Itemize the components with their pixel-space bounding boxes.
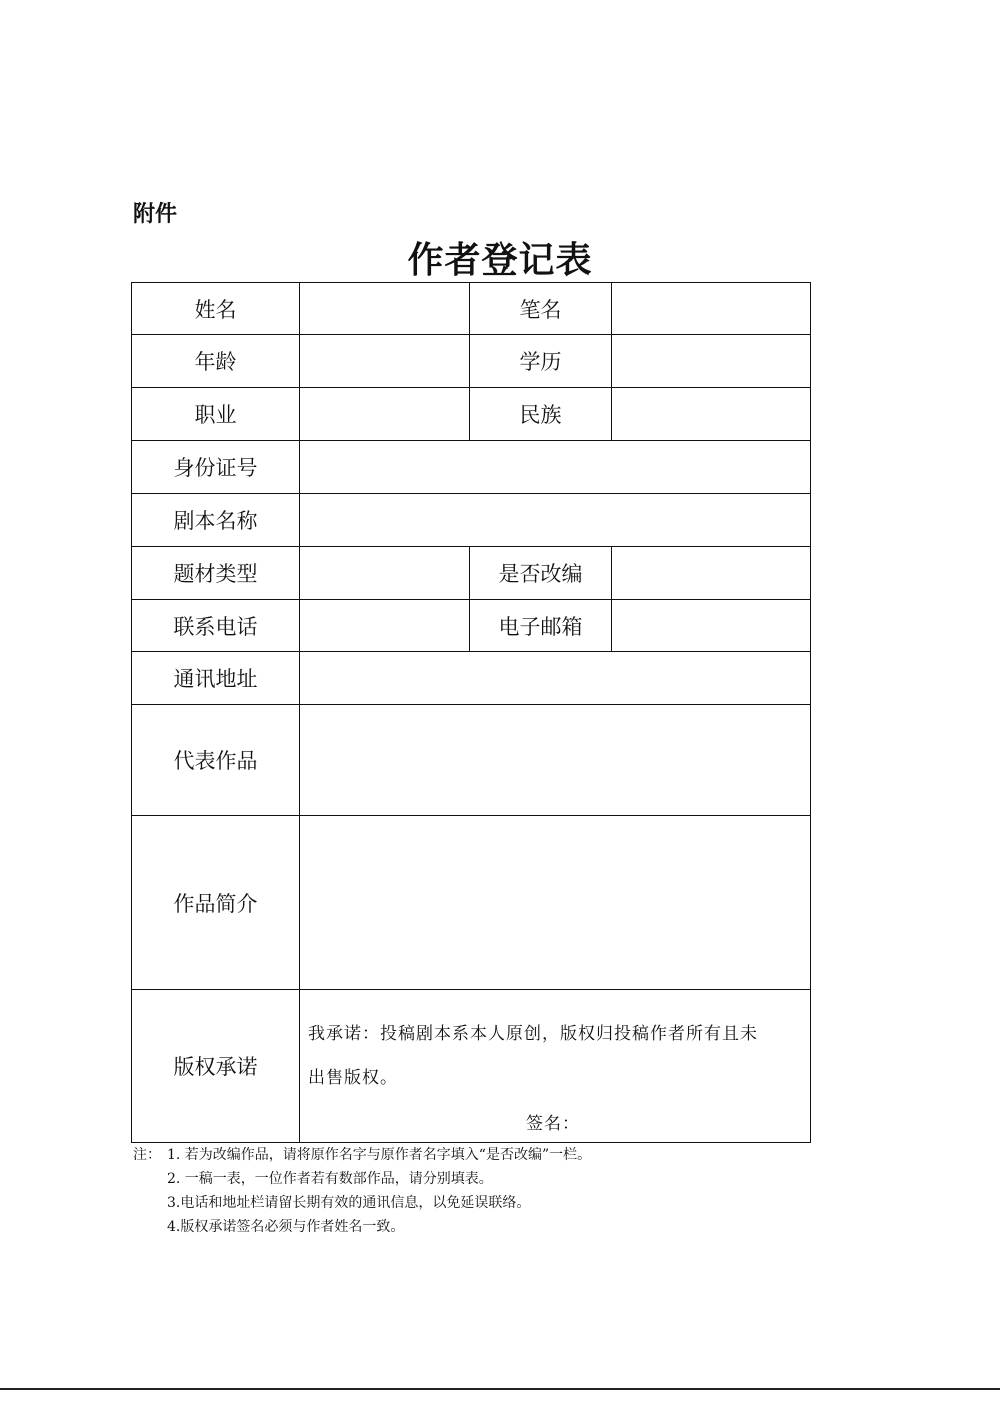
age-field[interactable] xyxy=(300,335,470,388)
author-registration-form xyxy=(131,282,811,1143)
note-item-1 xyxy=(133,1143,591,1167)
note-text-1: 1. 若为改编作品，请将原作名字与原作者名字填入“是否改编”一栏。 xyxy=(167,1147,592,1163)
form-row-copyright xyxy=(132,990,811,1143)
copyright-pledge-line2: 出售版权。 xyxy=(308,1068,398,1088)
email-label: 电子邮箱 xyxy=(470,600,612,652)
note-text-3: 3.电话和地址栏请留长期有效的通讯信息，以免延误联络。 xyxy=(167,1195,531,1211)
adapted-field[interactable] xyxy=(612,547,811,600)
phone-label: 联系电话 xyxy=(132,600,300,652)
education-label: 学历 xyxy=(470,335,612,388)
note-text-2: 2. 一稿一表，一位作者若有数部作品，请分别填表。 xyxy=(167,1171,493,1187)
note-item-2 xyxy=(133,1167,591,1191)
form-row-phone xyxy=(132,600,811,652)
copyright-pledge-text xyxy=(308,1012,802,1100)
representative-works-field[interactable] xyxy=(300,705,811,816)
pen-name-field[interactable] xyxy=(612,283,811,335)
signature-label: 签名： xyxy=(526,1114,580,1134)
form-row-work-summary xyxy=(132,816,811,990)
notes-prefix: 注： xyxy=(133,1147,161,1163)
ethnicity-field[interactable] xyxy=(612,388,811,441)
name-field[interactable] xyxy=(300,283,470,335)
note-item-3 xyxy=(133,1191,591,1215)
form-row-age xyxy=(132,335,811,388)
name-label: 姓名 xyxy=(132,283,300,335)
email-field[interactable] xyxy=(612,600,811,652)
script-title-field[interactable] xyxy=(300,494,811,547)
form-row-script-title xyxy=(132,494,811,547)
genre-label: 题材类型 xyxy=(132,547,300,600)
form-row-name xyxy=(132,283,811,335)
work-summary-field[interactable] xyxy=(300,816,811,990)
form-row-representative-works xyxy=(132,705,811,816)
occupation-field[interactable] xyxy=(300,388,470,441)
phone-field[interactable] xyxy=(300,600,470,652)
representative-works-label: 代表作品 xyxy=(132,705,300,816)
id-number-field[interactable] xyxy=(300,441,811,494)
adapted-label: 是否改编 xyxy=(470,547,612,600)
note-item-4 xyxy=(133,1215,591,1239)
id-number-label: 身份证号 xyxy=(132,441,300,494)
page-title: 作者登记表 xyxy=(407,239,593,281)
note-text-4: 4.版权承诺签名必须与作者姓名一致。 xyxy=(167,1219,405,1235)
copyright-label: 版权承诺 xyxy=(132,990,300,1143)
copyright-pledge-cell[interactable] xyxy=(300,990,811,1143)
bottom-rule xyxy=(0,1388,1000,1390)
form-row-occupation xyxy=(132,388,811,441)
ethnicity-label: 民族 xyxy=(470,388,612,441)
form-row-genre xyxy=(132,547,811,600)
form-row-address xyxy=(132,652,811,705)
notes-section xyxy=(133,1143,591,1239)
address-field[interactable] xyxy=(300,652,811,705)
attachment-label: 附件 xyxy=(133,202,178,227)
genre-field[interactable] xyxy=(300,547,470,600)
education-field[interactable] xyxy=(612,335,811,388)
address-label: 通讯地址 xyxy=(132,652,300,705)
occupation-label: 职业 xyxy=(132,388,300,441)
form-row-id-number xyxy=(132,441,811,494)
script-title-label: 剧本名称 xyxy=(132,494,300,547)
work-summary-label: 作品简介 xyxy=(132,816,300,990)
pen-name-label: 笔名 xyxy=(470,283,612,335)
age-label: 年龄 xyxy=(132,335,300,388)
copyright-pledge-line1: 我承诺：投稿剧本系本人原创，版权归投稿作者所有且未 xyxy=(308,1024,758,1044)
